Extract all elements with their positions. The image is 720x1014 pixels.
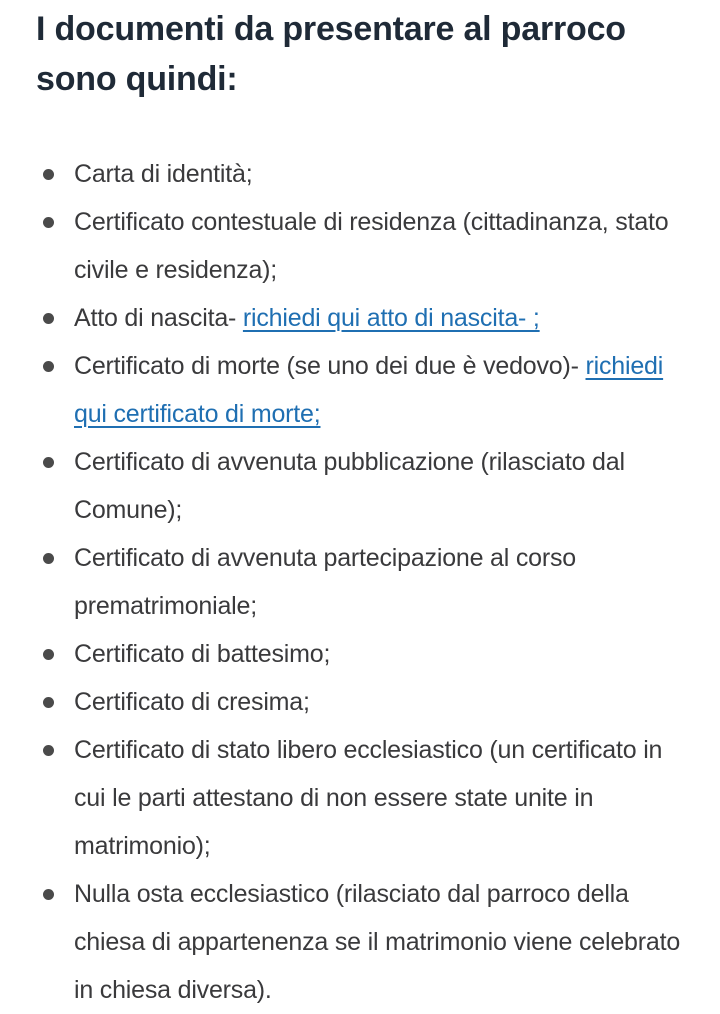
request-death-certificate-link[interactable]: richiedi qui certificato di morte; [74, 352, 664, 428]
list-item-death-certificate [36, 342, 684, 438]
list-item-residence-certificate [36, 198, 684, 294]
list-item-text: Certificato di cresima; [74, 688, 310, 716]
list-item-text: Carta di identità; [74, 160, 253, 188]
bullet-icon [43, 889, 54, 900]
list-item-text: Atto di nascita- [74, 304, 243, 332]
list-item-baptism-certificate [36, 630, 684, 678]
request-birth-certificate-link[interactable]: richiedi qui atto di nascita- ; [242, 304, 540, 332]
bullet-icon [43, 649, 54, 660]
list-item-text: Certificato di avvenuta pubblicazione (rilasciato dal Comune); [74, 448, 625, 524]
list-item-free-state-certificate [36, 726, 684, 870]
bullet-icon [43, 217, 54, 228]
bullet-icon [43, 313, 54, 324]
bullet-icon [43, 553, 54, 564]
bullet-icon [43, 361, 54, 372]
list-item-identity-card [36, 150, 684, 198]
list-item-ecclesiastical-clearance [36, 870, 684, 1014]
documents-list [36, 150, 684, 1014]
list-item-text: Nulla osta ecclesiastico (rilasciato dal parroco della chiesa di appartenenza se il matrimonio viene celebrato in chiesa diversa). [74, 880, 681, 1004]
list-item-birth-certificate [36, 294, 684, 342]
list-item-text: Certificato di stato libero ecclesiastico (un certificato in cui le parti attestano di non essere state unite in matrimonio); [74, 736, 663, 860]
list-item-text: Certificato contestuale di residenza (cittadinanza, stato civile e residenza); [74, 208, 669, 284]
bullet-icon [43, 457, 54, 468]
bullet-icon [43, 745, 54, 756]
bullet-icon [43, 697, 54, 708]
list-item-confirmation-certificate [36, 678, 684, 726]
section-heading: I documenti da presentare al parroco sono quindi: [36, 10, 626, 98]
list-item-text: Certificato di morte (se uno dei due è vedovo)- [74, 352, 586, 380]
list-item-premarital-course-certificate [36, 534, 684, 630]
list-item-text: Certificato di battesimo; [74, 640, 331, 668]
bullet-icon [43, 169, 54, 180]
list-item-text: Certificato di avvenuta partecipazione al corso prematrimoniale; [74, 544, 576, 620]
list-item-publication-certificate [36, 438, 684, 534]
